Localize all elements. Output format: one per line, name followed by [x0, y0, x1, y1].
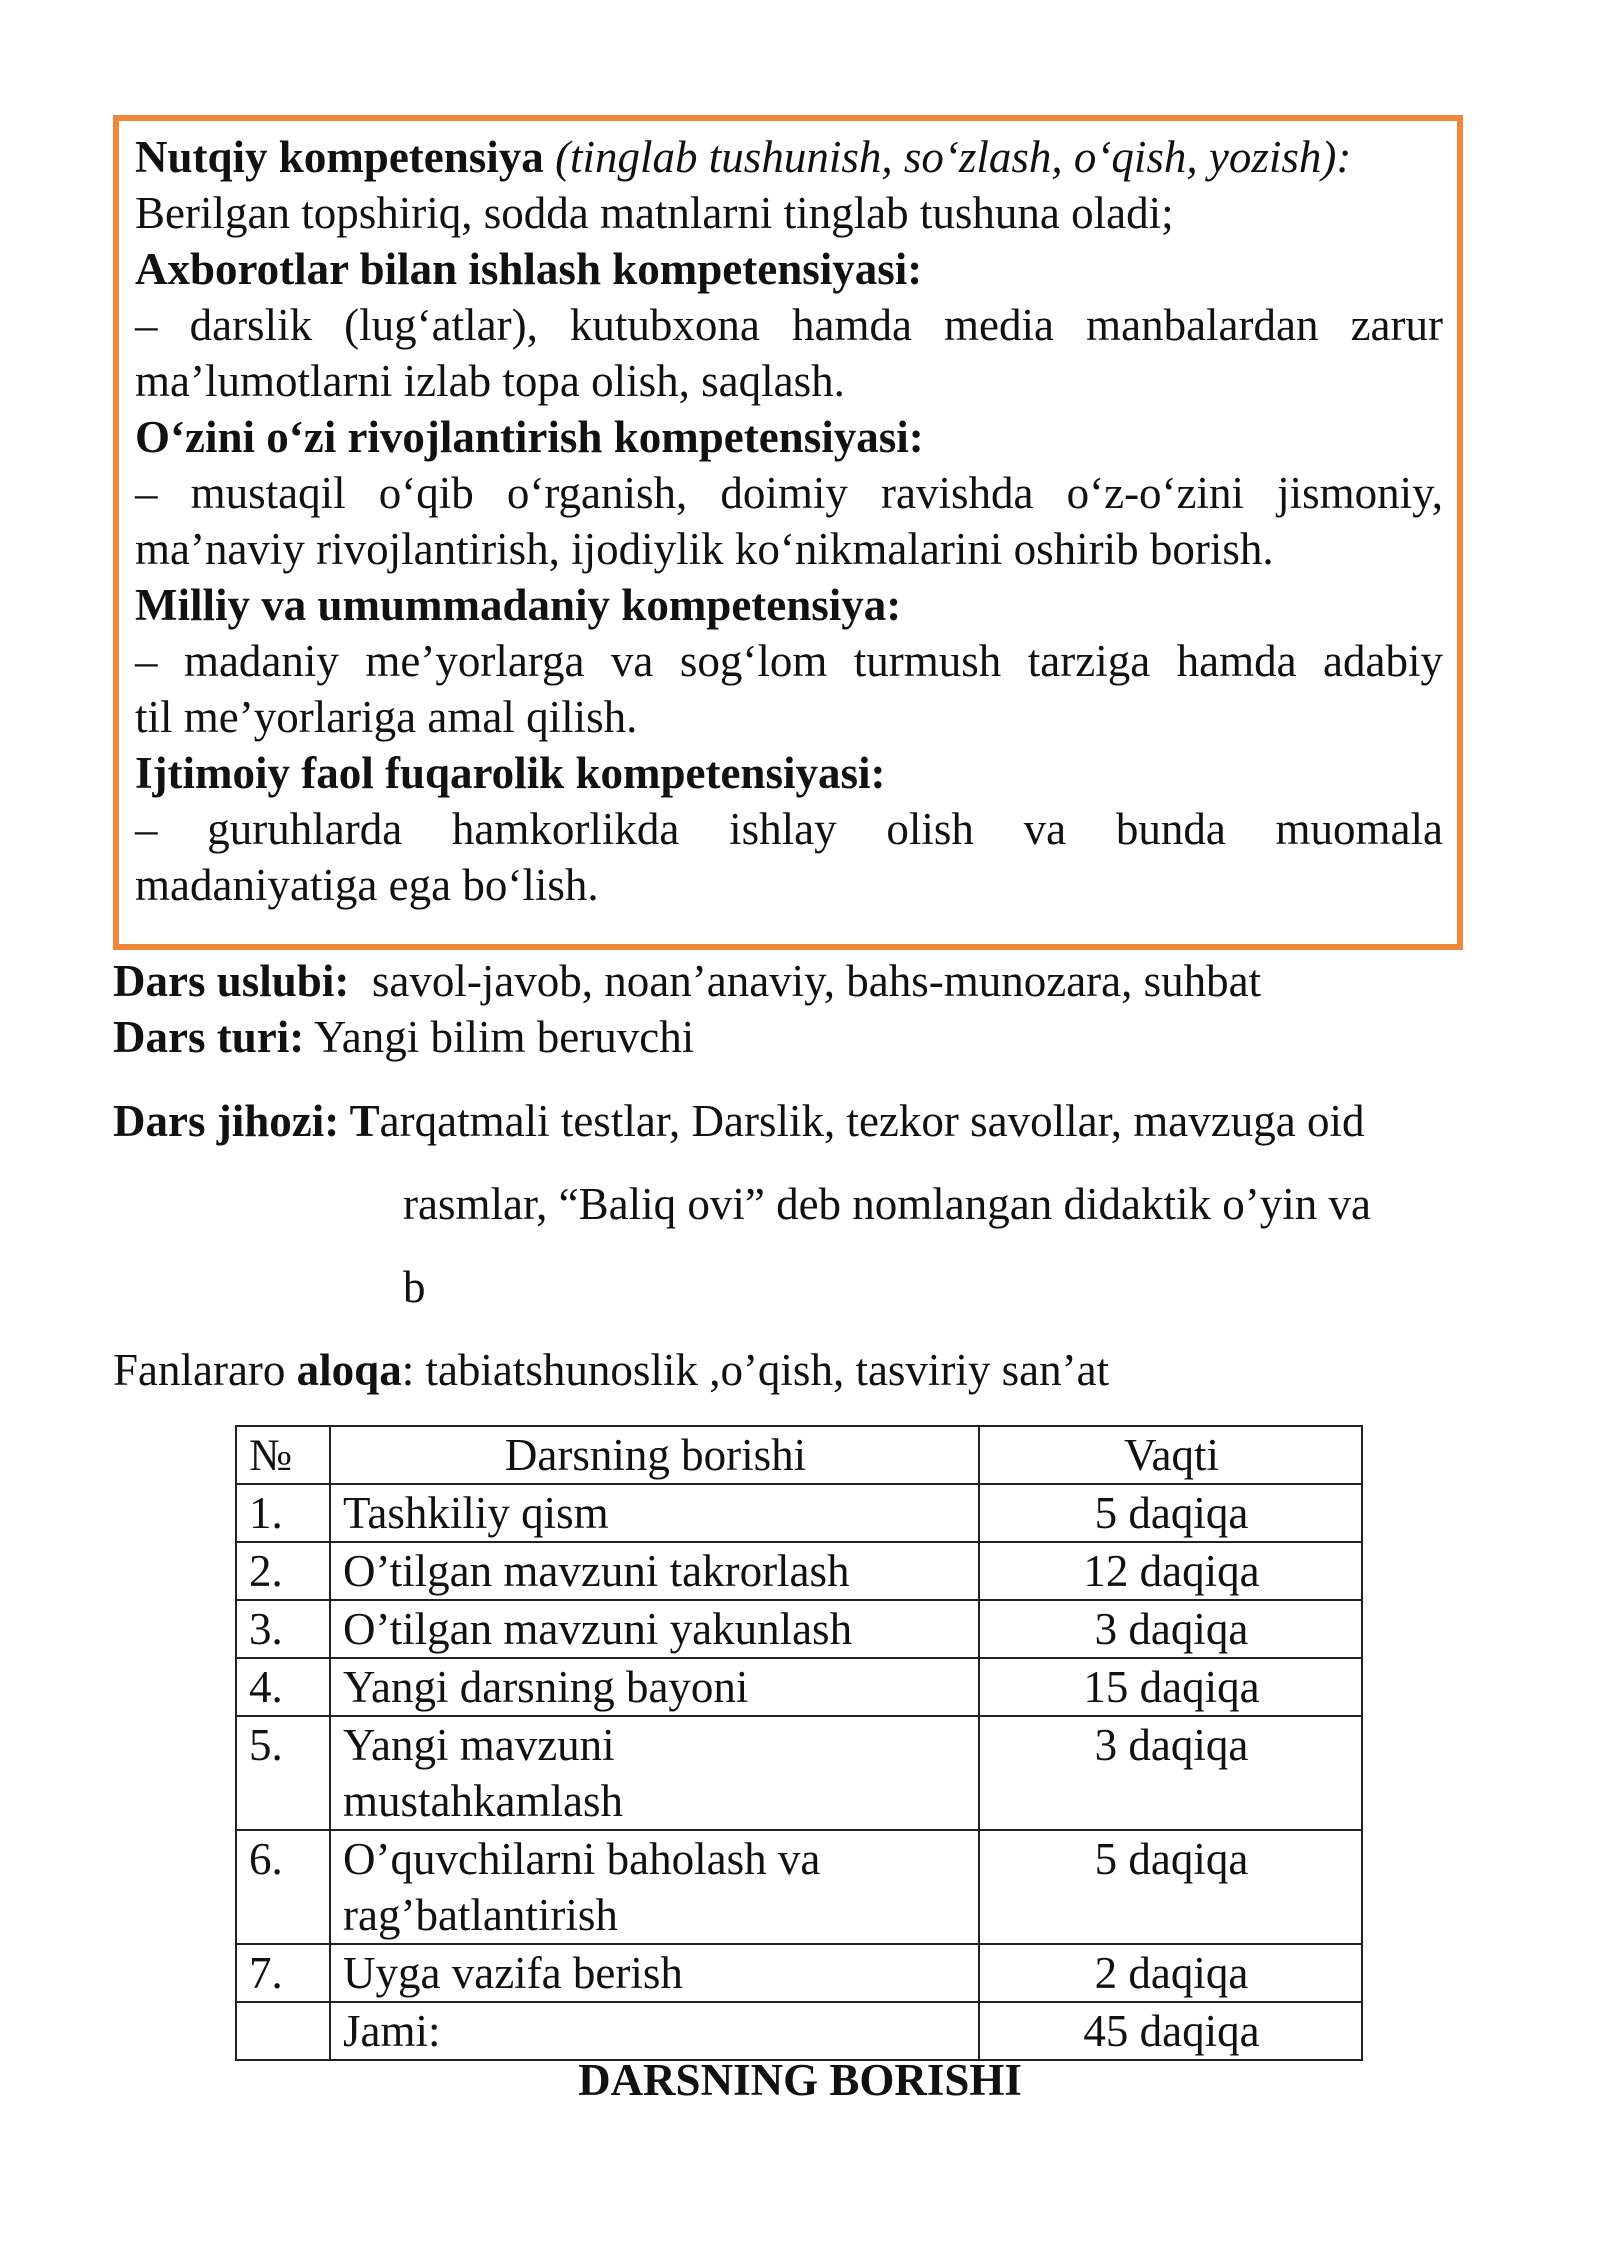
dars-jihozi-label: Dars jihozi: T: [113, 1096, 380, 1146]
section-title: DARSNING BORISHI: [578, 2055, 1022, 2105]
row-step-line-1: O’quvchilarni baholash va: [343, 1834, 821, 1884]
rivoj-line-1: – mustaqil o‘qib o‘rganish, doimiy ravishda o‘z-o‘zini jismoniy,: [135, 468, 1443, 518]
row-num: 2.: [236, 1542, 330, 1600]
row-time: 15 daqiqa: [979, 1658, 1362, 1716]
row-step: [330, 1716, 979, 1830]
rivoj-title: O‘zini o‘zi rivojlantirish kompetensiyasi:: [135, 412, 924, 462]
row-num: 7.: [236, 1944, 330, 2002]
row-step: Yangi darsning bayoni: [330, 1658, 979, 1716]
row-time: 3 daqiqa: [979, 1600, 1362, 1658]
milliy-line-2: til me’yorlariga amal qilish.: [135, 692, 638, 742]
row-step-line-1: Yangi mavzuni: [343, 1720, 615, 1770]
table-row: [236, 1716, 1362, 1830]
row-step-line-2: rag’batlantirish: [343, 1890, 618, 1940]
dars-uslubi: [113, 953, 1261, 1009]
row-step: [330, 1830, 979, 1944]
dars-turi-value: Yangi bilim beruvchi: [313, 1012, 695, 1062]
row-num: 6.: [236, 1830, 330, 1944]
header-time: Vaqti: [979, 1426, 1362, 1484]
lesson-plan-table: [235, 1425, 1363, 2061]
table-row: [236, 1542, 1362, 1600]
dars-turi-label: Dars turi:: [113, 1012, 305, 1062]
row-step: O’tilgan mavzuni yakunlash: [330, 1600, 979, 1658]
total-time: 45 daqiqa: [979, 2002, 1362, 2060]
header-num: №: [236, 1426, 330, 1484]
fanlararo-bold: aloqa: [296, 1345, 402, 1395]
nutqiy-text: Berilgan topshiriq, sodda matnlarni tinglab tushuna oladi;: [135, 188, 1174, 238]
table-row: [236, 1830, 1362, 1944]
row-time: 2 daqiqa: [979, 1944, 1362, 2002]
rivoj-line-2: ma’naviy rivojlantirish, ijodiylik ko‘nikmalarini oshirib borish.: [135, 524, 1274, 574]
table-row: [236, 1600, 1362, 1658]
dars-jihozi-line-3: b: [403, 1262, 426, 1312]
row-time: 5 daqiqa: [979, 1830, 1362, 1944]
dars-turi: [113, 1009, 694, 1065]
row-num: 4.: [236, 1658, 330, 1716]
dars-jihozi-line-2: rasmlar, “Baliq ovi” deb nomlangan didaktik o’yin va: [403, 1179, 1371, 1229]
row-time: 5 daqiqa: [979, 1484, 1362, 1542]
dars-uslubi-value: savol-javob, noan’anaviy, bahs-munozara, suhbat: [371, 956, 1262, 1006]
row-time: 12 daqiqa: [979, 1542, 1362, 1600]
ijtimoiy-line-1: – guruhlarda hamkorlikda ishlay olish va bunda muomala: [135, 804, 1443, 854]
dars-jihozi: [113, 1093, 1364, 1149]
row-num: 1.: [236, 1484, 330, 1542]
axborot-line-2: ma’lumotlarni izlab topa olish, saqlash.: [135, 356, 845, 406]
table-header-row: [236, 1426, 1362, 1484]
header-step: Darsning borishi: [330, 1426, 979, 1484]
row-step-line-2: mustahkamlash: [343, 1776, 623, 1826]
row-step: Uyga vazifa berish: [330, 1944, 979, 2002]
dars-jihozi-line-1: arqatmali testlar, Darslik, tezkor savollar, mavzuga oid: [379, 1096, 1365, 1146]
nutqiy-title: Nutqiy kompetensiya: [135, 132, 544, 182]
row-time: 3 daqiqa: [979, 1716, 1362, 1830]
fanlararo-aloqa: [113, 1342, 1109, 1398]
row-step: Tashkiliy qism: [330, 1484, 979, 1542]
milliy-title: Milliy va umummadaniy kompetensiya:: [135, 580, 902, 630]
axborot-line-1: – darslik (lug‘atlar), kutubxona hamda media manbalardan zarur: [135, 300, 1443, 350]
row-num: 5.: [236, 1716, 330, 1830]
ijtimoiy-title: Ijtimoiy faol fuqarolik kompetensiyasi:: [135, 748, 886, 798]
ijtimoiy-line-2: madaniyatiga ega bo‘lish.: [135, 860, 599, 910]
fanlararo-value: : tabiatshunoslik ,o’qish, tasviriy san’at: [401, 1345, 1110, 1395]
table-row: [236, 1658, 1362, 1716]
total-label: Jami:: [330, 2002, 979, 2060]
table-row: [236, 1944, 1362, 2002]
competencies-box: [113, 115, 1463, 950]
dars-uslubi-label: Dars uslubi:: [113, 956, 350, 1006]
row-num: 3.: [236, 1600, 330, 1658]
fanlararo-prefix: Fanlararo: [113, 1345, 297, 1395]
nutqiy-skills: (tinglab tushunish, so‘zlash, o‘qish, yozish):: [555, 132, 1352, 182]
table-row: [236, 1484, 1362, 1542]
nutqiy-heading: [135, 129, 1443, 185]
milliy-line-1: – madaniy me’yorlarga va sog‘lom turmush tarziga hamda adabiy: [135, 636, 1443, 686]
axborot-title: Axborotlar bilan ishlash kompetensiyasi:: [135, 244, 923, 294]
row-step: O’tilgan mavzuni takrorlash: [330, 1542, 979, 1600]
